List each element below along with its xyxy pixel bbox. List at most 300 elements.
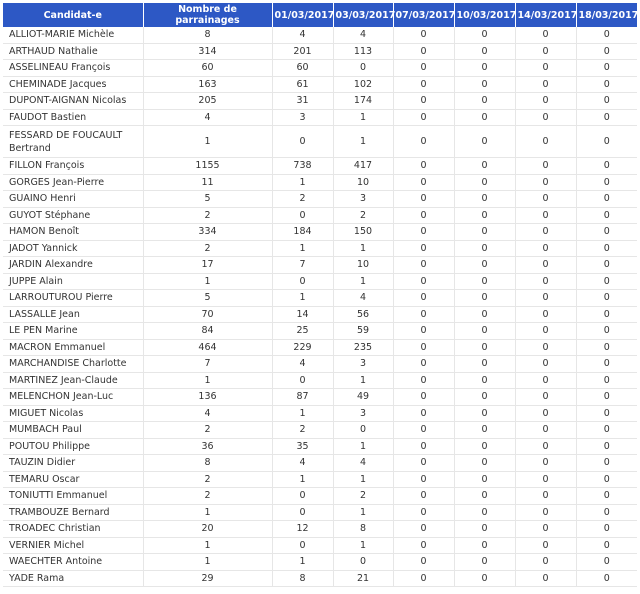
total-sponsorships: 60 [143, 60, 272, 77]
date-sponsorships: 0 [393, 306, 454, 323]
date-sponsorships: 0 [454, 257, 515, 274]
date-sponsorships: 8 [333, 521, 393, 538]
table-row [3, 207, 637, 224]
date-sponsorships: 0 [515, 521, 576, 538]
date-sponsorships: 4 [272, 356, 333, 373]
table-body [3, 27, 637, 587]
total-sponsorships: 4 [143, 109, 272, 126]
date-sponsorships: 0 [454, 60, 515, 77]
date-sponsorships: 0 [393, 273, 454, 290]
total-sponsorships: 36 [143, 438, 272, 455]
date-sponsorships: 0 [515, 389, 576, 406]
total-sponsorships: 70 [143, 306, 272, 323]
date-sponsorships: 0 [576, 290, 637, 307]
date-sponsorships: 1 [333, 126, 393, 158]
date-sponsorships: 0 [515, 191, 576, 208]
total-sponsorships: 8 [143, 27, 272, 43]
date-sponsorships: 150 [333, 224, 393, 241]
date-sponsorships: 0 [272, 537, 333, 554]
date-sponsorships: 0 [393, 339, 454, 356]
date-sponsorships: 4 [333, 290, 393, 307]
date-sponsorships: 0 [576, 488, 637, 505]
date-sponsorships: 0 [333, 60, 393, 77]
date-sponsorships: 1 [333, 504, 393, 521]
table-row [3, 60, 637, 77]
total-sponsorships: 84 [143, 323, 272, 340]
date-sponsorships: 60 [272, 60, 333, 77]
table-row [3, 405, 637, 422]
candidate-name: WAECHTER Antoine [3, 554, 143, 571]
candidate-name: CHEMINADE Jacques [3, 76, 143, 93]
total-sponsorships: 464 [143, 339, 272, 356]
date-sponsorships: 0 [515, 455, 576, 472]
date-sponsorships: 0 [393, 521, 454, 538]
candidate-name: POUTOU Philippe [3, 438, 143, 455]
date-sponsorships: 174 [333, 93, 393, 110]
date-sponsorships: 0 [515, 339, 576, 356]
date-sponsorships: 1 [272, 290, 333, 307]
date-sponsorships: 0 [515, 60, 576, 77]
date-sponsorships: 14 [272, 306, 333, 323]
table-row [3, 554, 637, 571]
date-sponsorships: 0 [515, 422, 576, 439]
table-row [3, 273, 637, 290]
total-sponsorships: 5 [143, 290, 272, 307]
date-sponsorships: 0 [515, 438, 576, 455]
date-sponsorships: 0 [454, 27, 515, 43]
date-sponsorships: 0 [454, 521, 515, 538]
candidate-name: GORGES Jean-Pierre [3, 174, 143, 191]
date-sponsorships: 0 [393, 174, 454, 191]
column-header-date: 14/03/2017 [515, 3, 576, 27]
date-sponsorships: 0 [576, 109, 637, 126]
date-sponsorships: 49 [333, 389, 393, 406]
total-sponsorships: 2 [143, 488, 272, 505]
date-sponsorships: 0 [393, 389, 454, 406]
date-sponsorships: 4 [333, 27, 393, 43]
date-sponsorships: 0 [333, 554, 393, 571]
candidate-name: MIGUET Nicolas [3, 405, 143, 422]
date-sponsorships: 0 [393, 438, 454, 455]
date-sponsorships: 0 [454, 504, 515, 521]
date-sponsorships: 1 [333, 537, 393, 554]
date-sponsorships: 0 [515, 306, 576, 323]
candidate-name: YADE Rama [3, 570, 143, 587]
date-sponsorships: 0 [576, 224, 637, 241]
candidate-name: HAMON Benoît [3, 224, 143, 241]
column-header-date: 10/03/2017 [454, 3, 515, 27]
date-sponsorships: 0 [393, 76, 454, 93]
table-row [3, 389, 637, 406]
date-sponsorships: 0 [515, 240, 576, 257]
table-row [3, 224, 637, 241]
table-row [3, 323, 637, 340]
candidate-name: TONIUTTI Emmanuel [3, 488, 143, 505]
header-row [3, 3, 637, 27]
table-row [3, 521, 637, 538]
date-sponsorships: 201 [272, 43, 333, 60]
column-header-total: Nombre de parrainages [143, 3, 272, 27]
date-sponsorships: 0 [393, 207, 454, 224]
date-sponsorships: 0 [576, 306, 637, 323]
date-sponsorships: 4 [333, 455, 393, 472]
date-sponsorships: 0 [393, 554, 454, 571]
date-sponsorships: 87 [272, 389, 333, 406]
date-sponsorships: 0 [576, 126, 637, 158]
date-sponsorships: 0 [515, 257, 576, 274]
date-sponsorships: 417 [333, 158, 393, 175]
date-sponsorships: 61 [272, 76, 333, 93]
date-sponsorships: 7 [272, 257, 333, 274]
table-row [3, 438, 637, 455]
candidate-name: ASSELINEAU François [3, 60, 143, 77]
date-sponsorships: 0 [454, 438, 515, 455]
date-sponsorships: 0 [454, 389, 515, 406]
table-row [3, 158, 637, 175]
date-sponsorships: 0 [515, 174, 576, 191]
date-sponsorships: 0 [515, 323, 576, 340]
date-sponsorships: 0 [393, 126, 454, 158]
date-sponsorships: 0 [576, 438, 637, 455]
table-row [3, 488, 637, 505]
date-sponsorships: 3 [333, 191, 393, 208]
date-sponsorships: 0 [454, 109, 515, 126]
date-sponsorships: 4 [272, 455, 333, 472]
date-sponsorships: 0 [454, 471, 515, 488]
date-sponsorships: 0 [515, 537, 576, 554]
date-sponsorships: 0 [393, 60, 454, 77]
date-sponsorships: 0 [576, 60, 637, 77]
date-sponsorships: 0 [393, 224, 454, 241]
date-sponsorships: 0 [393, 405, 454, 422]
date-sponsorships: 0 [393, 504, 454, 521]
date-sponsorships: 0 [454, 191, 515, 208]
date-sponsorships: 0 [515, 405, 576, 422]
date-sponsorships: 0 [454, 554, 515, 571]
candidate-name: LARROUTUROU Pierre [3, 290, 143, 307]
total-sponsorships: 17 [143, 257, 272, 274]
date-sponsorships: 0 [393, 372, 454, 389]
date-sponsorships: 59 [333, 323, 393, 340]
date-sponsorships: 0 [454, 422, 515, 439]
table-row [3, 191, 637, 208]
table-row [3, 109, 637, 126]
date-sponsorships: 0 [393, 422, 454, 439]
date-sponsorships: 0 [576, 257, 637, 274]
date-sponsorships: 0 [393, 455, 454, 472]
date-sponsorships: 0 [454, 356, 515, 373]
total-sponsorships: 334 [143, 224, 272, 241]
total-sponsorships: 29 [143, 570, 272, 587]
date-sponsorships: 2 [333, 207, 393, 224]
date-sponsorships: 0 [515, 488, 576, 505]
column-header-date: 18/03/2017 [576, 3, 637, 27]
date-sponsorships: 0 [393, 570, 454, 587]
date-sponsorships: 2 [272, 191, 333, 208]
date-sponsorships: 0 [576, 27, 637, 43]
date-sponsorships: 2 [272, 422, 333, 439]
date-sponsorships: 0 [576, 389, 637, 406]
date-sponsorships: 1 [272, 471, 333, 488]
date-sponsorships: 1 [333, 471, 393, 488]
date-sponsorships: 0 [393, 323, 454, 340]
candidate-name: MARTINEZ Jean-Claude [3, 372, 143, 389]
date-sponsorships: 0 [454, 76, 515, 93]
date-sponsorships: 0 [393, 240, 454, 257]
candidate-name: JARDIN Alexandre [3, 257, 143, 274]
candidate-name: LE PEN Marine [3, 323, 143, 340]
table-row [3, 471, 637, 488]
date-sponsorships: 0 [576, 76, 637, 93]
table-row [3, 76, 637, 93]
date-sponsorships: 35 [272, 438, 333, 455]
candidate-name: TAUZIN Didier [3, 455, 143, 472]
date-sponsorships: 0 [393, 191, 454, 208]
date-sponsorships: 0 [515, 471, 576, 488]
date-sponsorships: 0 [515, 290, 576, 307]
table-row [3, 174, 637, 191]
date-sponsorships: 0 [576, 405, 637, 422]
table-row [3, 43, 637, 60]
candidate-name: GUAINO Henri [3, 191, 143, 208]
date-sponsorships: 3 [272, 109, 333, 126]
date-sponsorships: 0 [576, 372, 637, 389]
date-sponsorships: 0 [454, 455, 515, 472]
total-sponsorships: 1 [143, 537, 272, 554]
date-sponsorships: 235 [333, 339, 393, 356]
date-sponsorships: 0 [272, 488, 333, 505]
candidate-name: TRAMBOUZE Bernard [3, 504, 143, 521]
date-sponsorships: 0 [515, 356, 576, 373]
candidate-name: JUPPE Alain [3, 273, 143, 290]
table-row [3, 27, 637, 43]
total-sponsorships: 136 [143, 389, 272, 406]
date-sponsorships: 0 [454, 126, 515, 158]
date-sponsorships: 0 [454, 323, 515, 340]
total-sponsorships: 1 [143, 372, 272, 389]
date-sponsorships: 10 [333, 174, 393, 191]
total-sponsorships: 205 [143, 93, 272, 110]
candidate-name: VERNIER Michel [3, 537, 143, 554]
date-sponsorships: 0 [576, 273, 637, 290]
candidate-name: MARCHANDISE Charlotte [3, 356, 143, 373]
total-sponsorships: 2 [143, 240, 272, 257]
total-sponsorships: 1 [143, 273, 272, 290]
date-sponsorships: 1 [333, 240, 393, 257]
candidate-name: ARTHAUD Nathalie [3, 43, 143, 60]
date-sponsorships: 0 [393, 537, 454, 554]
date-sponsorships: 0 [454, 290, 515, 307]
column-header-date: 01/03/2017 [272, 3, 333, 27]
date-sponsorships: 1 [272, 174, 333, 191]
date-sponsorships: 0 [576, 504, 637, 521]
table-row [3, 455, 637, 472]
date-sponsorships: 0 [515, 273, 576, 290]
date-sponsorships: 0 [454, 174, 515, 191]
date-sponsorships: 0 [576, 570, 637, 587]
date-sponsorships: 0 [393, 158, 454, 175]
date-sponsorships: 0 [393, 290, 454, 307]
date-sponsorships: 0 [272, 273, 333, 290]
candidate-name: FILLON François [3, 158, 143, 175]
table-row [3, 93, 637, 110]
date-sponsorships: 0 [454, 93, 515, 110]
table-row [3, 570, 637, 587]
candidate-name: FAUDOT Bastien [3, 109, 143, 126]
date-sponsorships: 0 [454, 339, 515, 356]
table-row [3, 422, 637, 439]
date-sponsorships: 1 [272, 554, 333, 571]
candidate-name: MELENCHON Jean-Luc [3, 389, 143, 406]
total-sponsorships: 163 [143, 76, 272, 93]
date-sponsorships: 0 [272, 504, 333, 521]
total-sponsorships: 1 [143, 554, 272, 571]
date-sponsorships: 102 [333, 76, 393, 93]
date-sponsorships: 0 [576, 521, 637, 538]
date-sponsorships: 0 [515, 504, 576, 521]
date-sponsorships: 2 [333, 488, 393, 505]
candidate-name: MUMBACH Paul [3, 422, 143, 439]
date-sponsorships: 0 [576, 93, 637, 110]
date-sponsorships: 0 [393, 356, 454, 373]
date-sponsorships: 1 [333, 372, 393, 389]
total-sponsorships: 4 [143, 405, 272, 422]
total-sponsorships: 2 [143, 422, 272, 439]
total-sponsorships: 1 [143, 504, 272, 521]
date-sponsorships: 0 [393, 109, 454, 126]
date-sponsorships: 0 [576, 339, 637, 356]
date-sponsorships: 0 [454, 488, 515, 505]
total-sponsorships: 11 [143, 174, 272, 191]
date-sponsorships: 0 [576, 323, 637, 340]
date-sponsorships: 0 [454, 207, 515, 224]
date-sponsorships: 0 [393, 257, 454, 274]
date-sponsorships: 0 [576, 43, 637, 60]
total-sponsorships: 314 [143, 43, 272, 60]
date-sponsorships: 0 [454, 405, 515, 422]
date-sponsorships: 3 [333, 356, 393, 373]
date-sponsorships: 184 [272, 224, 333, 241]
date-sponsorships: 21 [333, 570, 393, 587]
date-sponsorships: 1 [272, 405, 333, 422]
table-row [3, 504, 637, 521]
date-sponsorships: 0 [576, 554, 637, 571]
date-sponsorships: 0 [393, 27, 454, 43]
date-sponsorships: 0 [515, 93, 576, 110]
date-sponsorships: 0 [454, 43, 515, 60]
table-row [3, 306, 637, 323]
date-sponsorships: 1 [333, 273, 393, 290]
date-sponsorships: 0 [576, 240, 637, 257]
candidate-name: ALLIOT-MARIE Michèle [3, 27, 143, 43]
date-sponsorships: 0 [454, 273, 515, 290]
candidate-name: FESSARD DE FOUCAULT Bertrand [3, 126, 143, 158]
date-sponsorships: 0 [272, 207, 333, 224]
date-sponsorships: 0 [272, 126, 333, 158]
column-header-date: 07/03/2017 [393, 3, 454, 27]
date-sponsorships: 0 [576, 455, 637, 472]
total-sponsorships: 20 [143, 521, 272, 538]
date-sponsorships: 56 [333, 306, 393, 323]
table-row [3, 240, 637, 257]
date-sponsorships: 0 [576, 422, 637, 439]
candidate-name: LASSALLE Jean [3, 306, 143, 323]
date-sponsorships: 0 [454, 224, 515, 241]
date-sponsorships: 0 [454, 570, 515, 587]
date-sponsorships: 0 [576, 158, 637, 175]
table-row [3, 356, 637, 373]
table-row [3, 257, 637, 274]
date-sponsorships: 0 [272, 372, 333, 389]
column-header-candidate: Candidat-e [3, 3, 143, 27]
date-sponsorships: 0 [515, 372, 576, 389]
total-sponsorships: 2 [143, 471, 272, 488]
date-sponsorships: 0 [576, 471, 637, 488]
column-header-date: 03/03/2017 [333, 3, 393, 27]
date-sponsorships: 0 [576, 356, 637, 373]
date-sponsorships: 0 [515, 158, 576, 175]
date-sponsorships: 1 [272, 240, 333, 257]
table-row [3, 339, 637, 356]
date-sponsorships: 10 [333, 257, 393, 274]
date-sponsorships: 1 [333, 438, 393, 455]
total-sponsorships: 2 [143, 207, 272, 224]
date-sponsorships: 0 [576, 191, 637, 208]
date-sponsorships: 0 [393, 471, 454, 488]
date-sponsorships: 0 [515, 109, 576, 126]
date-sponsorships: 0 [515, 27, 576, 43]
date-sponsorships: 0 [576, 207, 637, 224]
date-sponsorships: 0 [515, 554, 576, 571]
candidate-name: TEMARU Oscar [3, 471, 143, 488]
date-sponsorships: 229 [272, 339, 333, 356]
date-sponsorships: 113 [333, 43, 393, 60]
date-sponsorships: 0 [576, 537, 637, 554]
total-sponsorships: 5 [143, 191, 272, 208]
total-sponsorships: 1155 [143, 158, 272, 175]
date-sponsorships: 0 [454, 537, 515, 554]
date-sponsorships: 12 [272, 521, 333, 538]
date-sponsorships: 8 [272, 570, 333, 587]
date-sponsorships: 0 [576, 174, 637, 191]
total-sponsorships: 1 [143, 126, 272, 158]
date-sponsorships: 0 [454, 306, 515, 323]
date-sponsorships: 3 [333, 405, 393, 422]
candidate-name: JADOT Yannick [3, 240, 143, 257]
date-sponsorships: 1 [333, 109, 393, 126]
candidate-name: TROADEC Christian [3, 521, 143, 538]
date-sponsorships: 0 [333, 422, 393, 439]
date-sponsorships: 31 [272, 93, 333, 110]
candidate-name: MACRON Emmanuel [3, 339, 143, 356]
date-sponsorships: 0 [454, 240, 515, 257]
date-sponsorships: 0 [515, 126, 576, 158]
table-row [3, 126, 637, 158]
date-sponsorships: 0 [515, 76, 576, 93]
date-sponsorships: 738 [272, 158, 333, 175]
date-sponsorships: 0 [515, 43, 576, 60]
date-sponsorships: 0 [393, 93, 454, 110]
candidate-name: GUYOT Stéphane [3, 207, 143, 224]
table-row [3, 290, 637, 307]
sponsorship-table [3, 3, 637, 587]
total-sponsorships: 7 [143, 356, 272, 373]
date-sponsorships: 0 [393, 43, 454, 60]
date-sponsorships: 0 [515, 207, 576, 224]
date-sponsorships: 0 [393, 488, 454, 505]
date-sponsorships: 4 [272, 27, 333, 43]
date-sponsorships: 0 [454, 372, 515, 389]
